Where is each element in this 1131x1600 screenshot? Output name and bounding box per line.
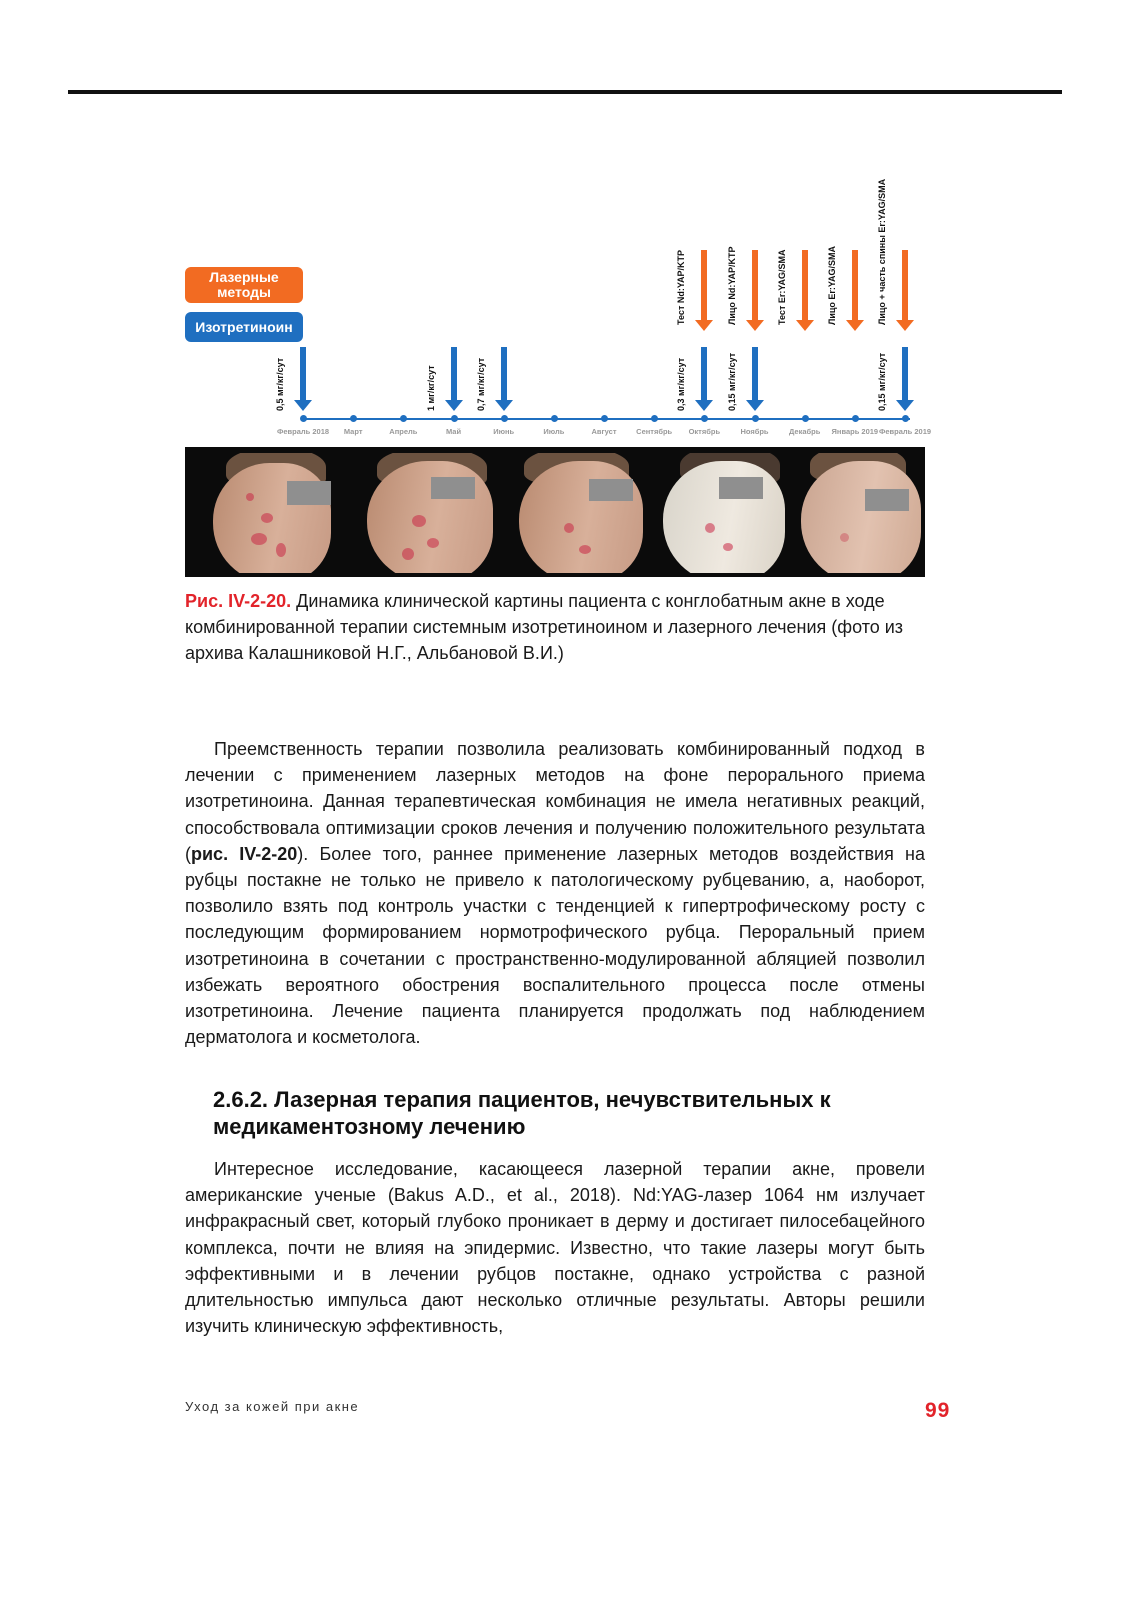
- legend-isotretinoin: Изотретиноин: [185, 312, 303, 342]
- timeline-tick: [752, 415, 759, 422]
- timeline-tick: [350, 415, 357, 422]
- month-label: Июнь: [493, 427, 515, 436]
- top-rule: [68, 90, 1062, 94]
- month-label: Август: [591, 427, 617, 436]
- timeline-tick: [651, 415, 658, 422]
- eye-censor-bar: [719, 477, 763, 499]
- timeline-tick: [451, 415, 458, 422]
- page-number: 99: [925, 1399, 951, 1422]
- timeline-tick: [501, 415, 508, 422]
- laser-procedure-label: Тест Er:YAG/SMA: [776, 249, 787, 325]
- patient-photo-5: [795, 453, 923, 573]
- timeline-tick: [802, 415, 809, 422]
- month-label: Март: [343, 427, 363, 436]
- timeline-tick: [852, 415, 859, 422]
- patient-photo-3: [509, 453, 651, 573]
- month-label: Ноябрь: [740, 427, 769, 436]
- figure-label: Рис. IV-2-20.: [185, 591, 292, 611]
- month-label: Апрель: [389, 427, 418, 436]
- timeline-tick: [551, 415, 558, 422]
- paragraph-1-text-b: ). Более того, раннее применение лазерных методов воздействия на рубцы постакне не только не привело к патологическому рубцеванию, а, наоборот, позволило взять под контроль участки с тенденцией к гипертрофическому росту с последующим формированием нормотрофического рубца. Пероральный прием изотретиноина в сочетании с пространственно-модулированной абляцией позволил избежать вероятного обострения воспалительного процесса после отмены изотретиноина. Лечение пациента планируется продолжать под наблюдением дерматолога и косметолога.: [185, 843, 925, 1048]
- laser-procedure-label: Лицо + часть спины Er:YAG/SMA: [877, 178, 887, 325]
- section-heading: 2.6.2. Лазерная терапия пациентов, нечувствительных к медикаментозному лечению: [213, 1087, 831, 1139]
- laser-procedure-label: Лицо Nd:YAP/KTP: [726, 246, 737, 325]
- paragraph-2-text: Интересное исследование, касающееся лазерной терапии акне, провели американские ученые (Bakus A.D., et al., 2018). Nd:YAG-лазер 1064 нм излучает инфракрасный свет, который глубоко проникает в дерму и достигает пилосебацейного комплекса, почти не влияя на эпидермис. Известно, что такие лазеры могут быть эффективными и в лечении рубцов постакне, однако устройства с разной длительностью импульса дают несколько отличные результаты. Авторы решили изучить клиническую эффективность,: [185, 1159, 925, 1337]
- eye-censor-bar: [287, 481, 331, 505]
- month-label: Февраль 2018: [276, 427, 330, 436]
- body-paragraph-1: [185, 736, 925, 1050]
- patient-photo-1: [191, 453, 333, 573]
- figure-caption: [185, 588, 925, 666]
- month-label: Декабрь: [788, 427, 821, 436]
- isotretinoin-dose-label: 1 мг/кг/сут: [425, 365, 436, 411]
- month-label: Октябрь: [688, 427, 721, 436]
- paragraph-1-text-a: Преемственность терапии позволила реализовать комбинированный подход в лечении с применением лазерных методов на фоне перорального приема изотретиноина. Данная терапевтическая комбинация не имела негативных реакций, способствовала оптимизации сроков лечения и получению положительного результата (: [185, 739, 925, 864]
- timeline-tick: [400, 415, 407, 422]
- isotretinoin-dose-label: 0,3 мг/кг/сут: [676, 357, 687, 411]
- treatment-timeline: [185, 178, 932, 445]
- patient-photo-4: [655, 453, 790, 573]
- eye-censor-bar: [865, 489, 909, 511]
- legend-laser-methods: Лазерные методы: [185, 267, 303, 303]
- eye-censor-bar: [431, 477, 475, 499]
- patient-photo-2: [357, 453, 507, 573]
- month-label: Сентябрь: [636, 427, 673, 436]
- laser-procedure-label: Лицо Er:YAG/SMA: [826, 245, 837, 325]
- figure-reference: рис. IV-2-20: [191, 843, 298, 864]
- month-label: Июль: [543, 427, 565, 436]
- isotretinoin-dose-label: 0,5 мг/кг/сут: [275, 357, 285, 411]
- laser-procedure-label: Тест Nd:YAP/KTP: [676, 249, 687, 325]
- timeline-tick: [300, 415, 307, 422]
- isotretinoin-dose-label: 0,7 мг/кг/сут: [475, 357, 486, 411]
- isotretinoin-dose-label: 0,15 мг/кг/сут: [877, 352, 887, 411]
- month-label: Январь 2019: [831, 427, 879, 436]
- running-footer-title: Уход за кожей при акне: [185, 1399, 360, 1414]
- patient-photo-strip: [185, 447, 925, 577]
- timeline-tick: [902, 415, 909, 422]
- caption-text: Динамика клинической картины пациента с конглобатным акне в ходе комбинированной терапии системным изотретиноином и лазерного лечения (фото из архива Калашниковой Н.Г., Альбановой В.И.): [185, 591, 904, 663]
- month-label: Май: [445, 427, 462, 436]
- body-paragraph-2: [185, 1156, 925, 1339]
- timeline-tick: [701, 415, 708, 422]
- timeline-tick: [601, 415, 608, 422]
- month-label: Февраль 2019: [878, 427, 932, 436]
- isotretinoin-dose-label: 0,15 мг/кг/сут: [726, 352, 737, 411]
- eye-censor-bar: [589, 479, 633, 501]
